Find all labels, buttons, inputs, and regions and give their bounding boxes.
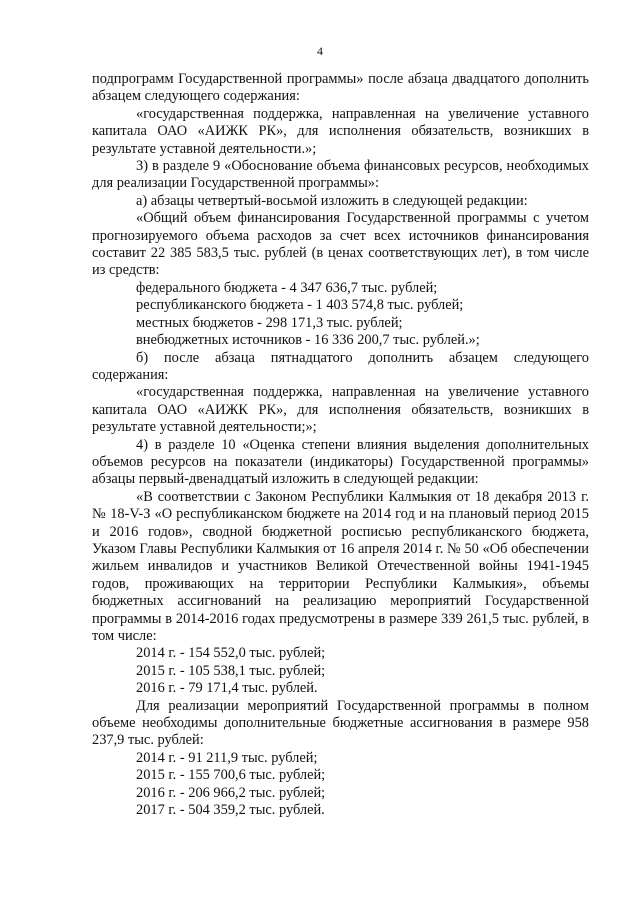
paragraph-additional-needs: Для реализации мероприятий Государственной программы в полном объеме необходимы дополнительные бюджетные ассигнования в размере 958 237,9 тыс. рублей:	[92, 697, 589, 749]
list-item-2015-allocated: 2015 г. - 105 538,1 тыс. рублей;	[136, 662, 326, 679]
document-body	[92, 71, 589, 819]
paragraph-quote-support-1: «государственная поддержка, направленная на увеличение уставного капитала ОАО «АИЖК РК», для исполнения обязательств, возникших в результате уставной деятельности.»;	[92, 105, 589, 157]
list-item-federal-budget: федерального бюджета - 4 347 636,7 тыс. рублей;	[136, 279, 438, 296]
paragraph-total-financing: «Общий объем финансирования Государственной программы с учетом прогнозируемого объема расходов за счет всех источников финансирования составит 22 385 583,5 тыс. рублей (в ценах соответствующих лет), в том числе из средств:	[92, 210, 589, 279]
list-item-extrabudgetary: внебюджетных источников - 16 336 200,7 тыс. рублей.»;	[136, 332, 480, 349]
paragraph-section-9: 3) в разделе 9 «Обоснование объема финансовых ресурсов, необходимых для реализации Государственной программы»:	[92, 158, 589, 192]
paragraph-section-10: 4) в разделе 10 «Оценка степени влияния выделения дополнительных объемов ресурсов на показатели (индикаторы) Государственной программы» абзацы первый-двенадцатый изложить в следующей редакции:	[92, 436, 589, 488]
list-item-2015-additional: 2015 г. - 155 700,6 тыс. рублей;	[136, 767, 326, 784]
list-item-republic-budget: республиканского бюджета - 1 403 574,8 тыс. рублей;	[136, 297, 464, 314]
paragraph-intro: подпрограмм Государственной программы» после абзаца двадцатого дополнить абзацем следующего содержания:	[92, 71, 589, 105]
list-item-2016-allocated: 2016 г. - 79 171,4 тыс. рублей.	[136, 680, 318, 697]
list-item-2014-allocated: 2014 г. - 154 552,0 тыс. рублей;	[136, 645, 326, 662]
page-number: 4	[317, 44, 323, 58]
paragraph-item-b: б) после абзаца пятнадцатого дополнить абзацем следующего содержания:	[92, 349, 589, 383]
paragraph-quote-support-2: «государственная поддержка, направленная на увеличение уставного капитала ОАО «АИЖК РК», для исполнения обязательств, возникших в результате уставной деятельности;»;	[92, 384, 589, 436]
list-item-local-budgets: местных бюджетов - 298 171,3 тыс. рублей;	[136, 314, 403, 331]
paragraph-law-reference: «В соответствии с Законом Республики Калмыкия от 18 декабря 2013 г. № 18-V-З «О республиканском бюджете на 2014 год и на плановый период 2015 и 2016 годов», сводной бюджетной росписью республиканского бюджета, Указом Главы Республики Калмыкия от 16 апреля 2014 г. № 50 «Об обеспечении жильем инвалидов и участников Великой Отечественной войны 1941-1945 годов, проживающих на территории Республики Калмыкия», объемы бюджетных ассигнований на реализацию мероприятий Государственной программы в 2014-2016 годах предусмотрены в размере 339 261,5 тыс. рублей, в том числе:	[92, 488, 589, 644]
list-item-2016-additional: 2016 г. - 206 966,2 тыс. рублей;	[136, 784, 326, 801]
list-item-2017-additional: 2017 г. - 504 359,2 тыс. рублей.	[136, 802, 325, 819]
paragraph-item-a: а) абзацы четвертый-восьмой изложить в следующей редакции:	[136, 192, 528, 209]
list-item-2014-additional: 2014 г. - 91 211,9 тыс. рублей;	[136, 749, 318, 766]
